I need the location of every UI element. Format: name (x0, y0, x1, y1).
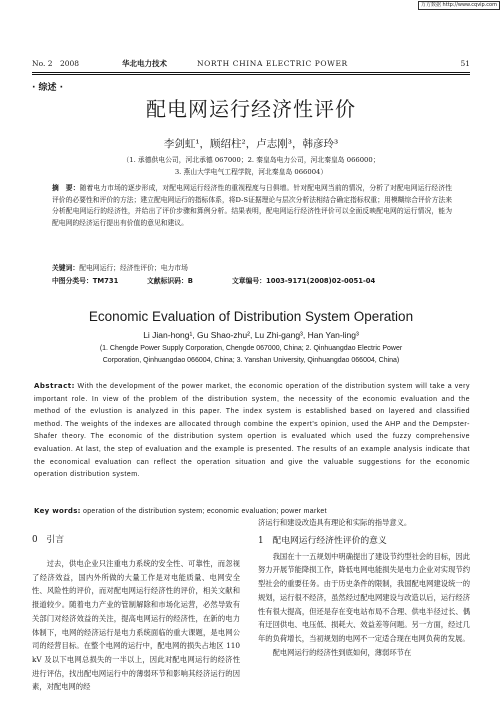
section-tag: · 综述 · (32, 83, 64, 93)
document-code: 文献标识码：B (147, 277, 193, 285)
continued-paragraph: 济运行和建设改造具有理论和实际的指导意义。 (258, 518, 412, 527)
clc-number: 中图分类号：TM731 (52, 277, 119, 285)
affiliation-line-1: （1. 承德供电公司，河北承德 067000；2. 秦皇岛电力公司，河北秦皇岛 066000； (122, 156, 380, 164)
affiliation-en-line-1: (1. Chengde Power Supply Corporation, Chengde 067000, China; 2. Qinhuangdao Electric Power (99, 345, 403, 352)
abstract-text: 随着电力市场的逐步形成，对配电网运行经济性的重视程度与日俱增。针对配电网当前的情况，分析了对配电网运行经济性评价的必要性和评价的方法；建立配电网运行的指标体系，将D-S证据理论与层次分析法相结合确定指标权重；用模糊综合评价方法来分析配电网运行的经济性，并给出了评价步骤和算例分析。结果表明，配电网运行经济性评价可以全面反映配电网的运行情况，能为配电网的经济运行提出有价值的意见和建议。 (52, 184, 452, 227)
page-number: 51 (460, 59, 470, 68)
abstract-en (34, 380, 470, 482)
author-list: 李剑虹¹，顾绍柱²，卢志刚³，韩彦玲³ (163, 138, 339, 150)
significance-paragraph-1: 我国在十一五规划中明确提出了建设节约型社会的目标，因此努力开展节能降损工作，降低电网电能损失是电力企业对实现节约型社会的重要任务。由于历史条件的限制，我国配电网建设统一的规划，运行很不经济，虽然经过配电网建设与改造以后，运行经济性有很大提高，但还是存在变电站布局不合理、供电半径过长、偶有迂回供电、电压低、损耗大、效益差等问题。另一方面，经过几年的负荷增长，当初规划的电网不一定适合现在电网负荷的发展。 (258, 551, 470, 643)
header-rule-top (32, 72, 470, 73)
significance-paragraph-2: 配电网运行的经济性到底如何，薄弱环节在 (272, 647, 412, 657)
running-header (32, 58, 470, 70)
abstract-cn (52, 183, 452, 229)
keywords-en-text: operation of the distribution system; economic evaluation; power market (80, 508, 327, 515)
header-rule-bottom (32, 74, 470, 75)
left-column (32, 533, 240, 694)
keywords-cn (52, 263, 452, 275)
issue-number: No. 2 2008 (32, 59, 80, 68)
paper-title: 配电网运行经济性评价 (146, 97, 356, 121)
article-number: 文章编号：1003-9171(2008)02-0051-04 (232, 277, 376, 285)
keywords-label: 关键词： (52, 264, 80, 272)
abstract-label: 摘 要： (52, 184, 80, 192)
author-list-en: Li Jian-hong¹, Gu Shao-zhu², Lu Zhi-gang³, Han Yan-ling³ (143, 330, 359, 340)
right-column (258, 516, 470, 659)
journal-name-cn: 华北电力技术 (122, 59, 167, 68)
journal-name-en: NORTH CHINA ELECTRIC POWER (197, 59, 348, 68)
keywords-en-label: Key words: (34, 507, 81, 515)
abstract-en-label: Abstract: (34, 382, 75, 390)
section-heading-significance: 1 配电网运行经济性评价的意义 (258, 535, 387, 546)
keywords-text: 配电网运行；经济性评价；电力市场 (79, 264, 188, 272)
watermark-stamp: 万方数据 http://www.cqvip.com (418, 1, 500, 10)
affiliation-en-line-2: Corporation, Qinhuangdao 066004, China; 3. Yanshan University, Qinhuangdao 066004, China) (102, 357, 400, 364)
section-heading-intro: 0 引言 (32, 535, 64, 545)
intro-paragraph: 过去，供电企业只注重电力系统的安全性、可靠性，而忽视了经济效益，国内外所做的大量工作是对电能质量、电网安全性、风险性的评价，而对配电网运行经济性的评价，相关文献和报道较少。随着电力产业的管制解除和市场化运营，必然导致有关部门对经济效益的关注，提高电网运行的经济性，在新的电力体制下，电网的经济运行是电力系统面临的重大课题，是电网公司的经营目标。在整个电网的运行中，配电网的损失占地区 110 kV 及以下电网总损失的一半以上，因此对配电网运行的经济性进行评估，找出配电网运行中的薄弱环节和影响其经济运行的因素，对配电网的经 (32, 559, 240, 692)
affiliation-line-2: 3. 燕山大学电气工程学院，河北秦皇岛 066004） (174, 168, 328, 176)
abstract-en-text: With the development of the power market, the economic operation of the distribution system will take a very important role. In view of the problem of the distribution system, the necessity of the economic evaluation and the method of the evlustion is analyzed in this paper. The index system is established based on layered and classified method. The weights of the indexes are allocated through combine the expert's opinion, used the AHP and the Dempster-Shafer theory. The economic of the distribution system opertion is evaluated which used the fuzzy comprehensive evaluation. At last, the step of evaluation and the example is presented. The results of an example analysis indicate that the economical evaluation can reflect the operation situation and give the valuable suggestions for the economic operation distribution system. (34, 383, 470, 479)
paper-title-en: Economic Evaluation of Distribution System Operation (88, 309, 414, 324)
